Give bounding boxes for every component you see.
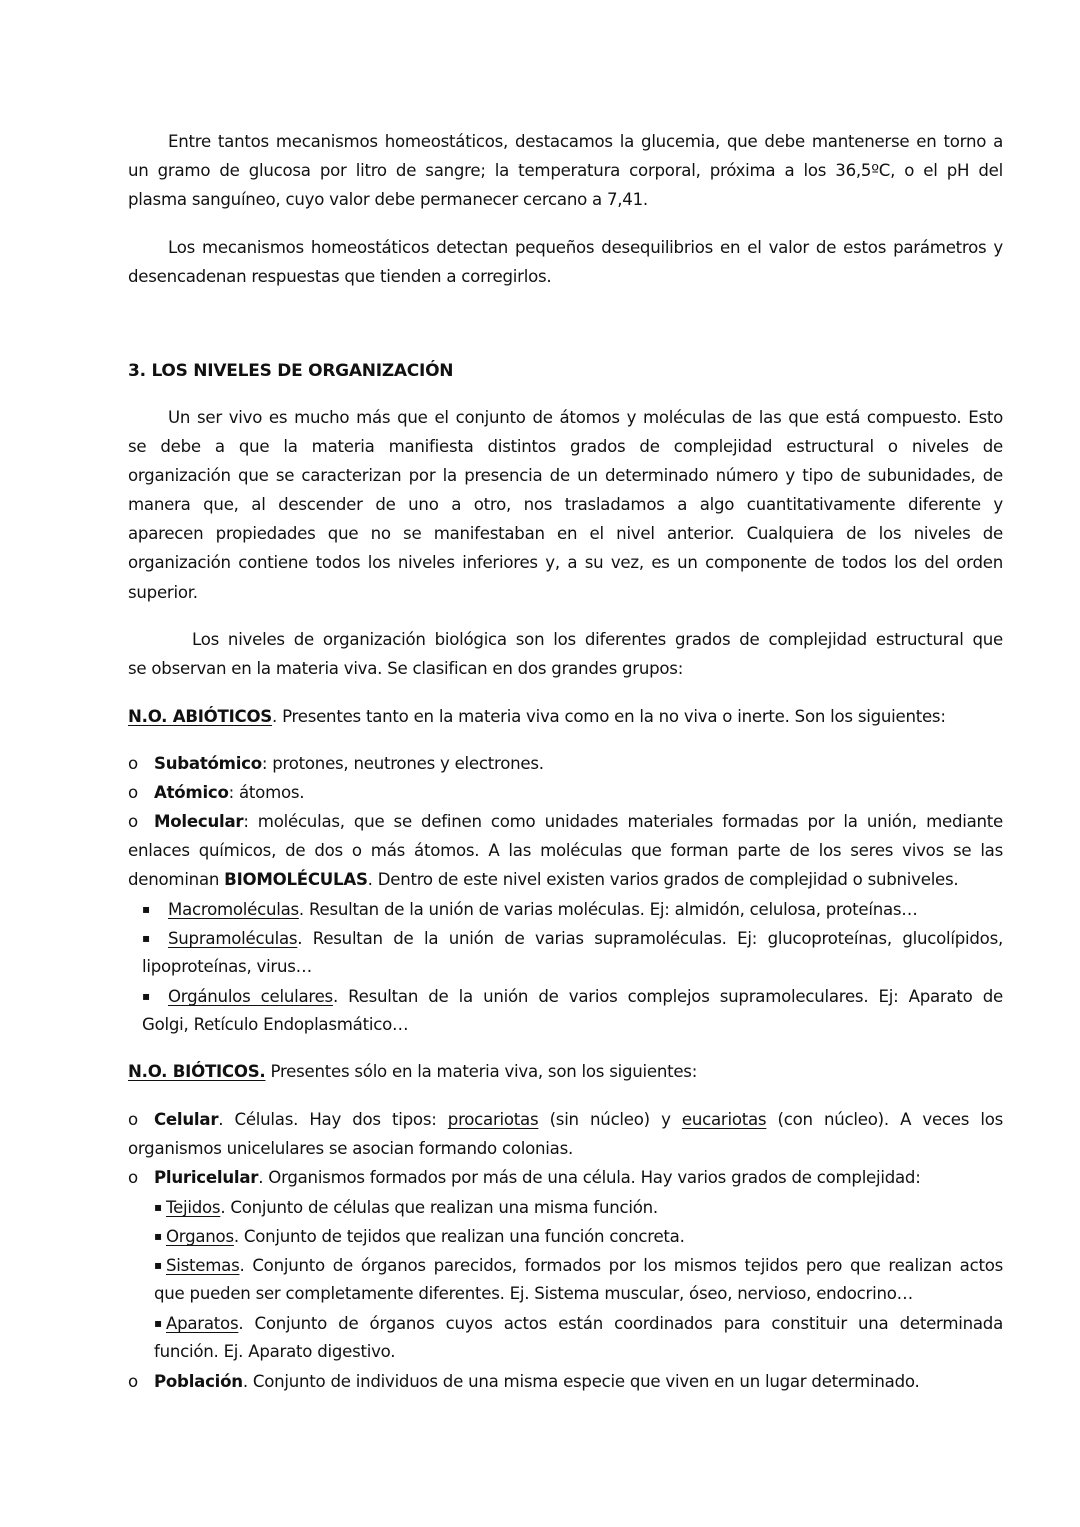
circle-bullet-icon: o (128, 1372, 138, 1391)
sub-list-term: Sistemas (166, 1256, 240, 1275)
circle-bullet-icon: o (128, 783, 138, 802)
paragraph-line: Los niveles de organización biológica son los diferentes grados de complejidad estructural que (192, 630, 1003, 649)
square-bullet-icon: ▪ (154, 1200, 162, 1214)
list-term: Pluricelular (154, 1168, 259, 1187)
list-item (128, 753, 1003, 775)
list-text: denominan (128, 870, 225, 889)
sub-list-term: Orgánulos celulares (168, 987, 333, 1006)
paragraph-line: manera que, al descender de uno a otro, nos trasladamos a algo cuantitativamente diferente y (128, 495, 1003, 514)
sub-list-text: . Resultan de la unión de varias supramoléculas. Ej: glucoproteínas, glucolípidos, (297, 929, 1003, 948)
list-text-line (128, 869, 1003, 891)
sub-list-term: Macromoléculas (168, 900, 299, 919)
paragraph-line: se observan en la materia viva. Se clasifican en dos grandes grupos: (128, 659, 684, 678)
sub-list-term: Tejidos (166, 1198, 221, 1217)
paragraph-line: Un ser vivo es mucho más que el conjunto de átomos y moléculas de las que está compuesto. Esto (168, 408, 1003, 427)
bioticos-description: Presentes sólo en la materia viva, son los siguientes: (265, 1062, 698, 1081)
sub-list-text-line: lipoproteínas, virus… (142, 957, 313, 976)
paragraph-line: superior. (128, 583, 198, 602)
list-text: . Conjunto de individuos de una misma especie que viven en un lugar determinado. (242, 1372, 920, 1391)
sub-list-text-line: que pueden ser completamente diferentes. Ej. Sistema muscular, óseo, nervioso, endocrino… (154, 1284, 913, 1303)
section-title: 3. LOS NIVELES DE ORGANIZACIÓN (128, 361, 454, 381)
circle-bullet-icon: o (128, 1110, 138, 1129)
list-item (128, 782, 1003, 804)
sub-list-term: Organos (166, 1227, 234, 1246)
list-item (128, 811, 1003, 833)
sub-list-text: . Conjunto de órganos cuyos actos están coordinados para constituir una determinada (238, 1314, 1003, 1333)
list-text: : átomos. (228, 783, 305, 802)
sub-list-item (142, 985, 1003, 1007)
list-item (128, 1371, 1003, 1393)
list-text: : moléculas, que se definen como unidades materiales formadas por la unión, mediante (243, 812, 1003, 831)
sub-list-text: . Resultan de la unión de varias moléculas. Ej: almidón, celulosa, proteínas… (298, 900, 918, 919)
paragraph-line: Entre tantos mecanismos homeostáticos, destacamos la glucemia, que debe mantenerse en torno a (168, 132, 1003, 151)
list-item (128, 1109, 1003, 1131)
abioticos-description: . Presentes tanto en la materia viva como en la no viva o inerte. Son los siguientes: (272, 707, 946, 726)
list-term: Atómico (154, 783, 229, 802)
square-bullet-icon: ▪ (154, 1316, 162, 1330)
square-bullet-icon: ▪ (142, 902, 150, 916)
list-text-line: enlaces químicos, de dos o más átomos. A las moléculas que forman parte de los seres vivos se las (128, 841, 1003, 860)
sub-list-term: Supramoléculas (168, 929, 298, 948)
sub-list-item (142, 898, 1003, 921)
paragraph-line: se debe a que la materia manifiesta distintos grados de complejidad estructural o niveles de (128, 437, 1003, 456)
list-item (128, 1167, 1003, 1189)
paragraph-line: plasma sanguíneo, cuyo valor debe permanecer cercano a 7,41. (128, 190, 648, 209)
abioticos-heading: N.O. ABIÓTICOS (128, 707, 273, 726)
sub-list-text: . Resultan de la unión de varios complejos supramoleculares. Ej: Aparato de (332, 987, 1003, 1006)
list-text: (sin núcleo) y (538, 1110, 682, 1129)
bioticos-heading: N.O. BIÓTICOS. (128, 1062, 266, 1081)
eucariotas-term: eucariotas (681, 1110, 767, 1129)
sub-list-item (154, 1254, 1003, 1276)
procariotas-term: procariotas (447, 1110, 539, 1129)
paragraph-line: organización que se caracterizan por la presencia de un determinado número y tipo de subunidades, de (128, 466, 1003, 485)
list-term: Celular (154, 1110, 219, 1129)
abioticos-heading-line (128, 706, 1003, 728)
paragraph-line: un gramo de glucosa por litro de sangre; la temperatura corporal, próxima a los 36,5ºC, o el pH del (128, 161, 1003, 180)
circle-bullet-icon: o (128, 812, 138, 831)
list-text-line: organismos unicelulares se asocian formando colonias. (128, 1139, 573, 1158)
paragraph-line: aparecen propiedades que no se manifestaban en el nivel anterior. Cualquiera de los niveles de (128, 524, 1003, 543)
circle-bullet-icon: o (128, 754, 138, 773)
square-bullet-icon: ▪ (142, 931, 150, 945)
sub-list-item (154, 1312, 1003, 1334)
list-term: Molecular (154, 812, 244, 831)
sub-list-item (154, 1225, 1003, 1248)
list-term: Subatómico (154, 754, 262, 773)
sub-list-text: . Conjunto de tejidos que realizan una función concreta. (233, 1227, 685, 1246)
paragraph-line: desencadenan respuestas que tienden a corregirlos. (128, 267, 552, 286)
paragraph-line: Los mecanismos homeostáticos detectan pequeños desequilibrios en el valor de estos parámetros y (168, 238, 1003, 257)
biomoleculas-term: BIOMOLÉCULAS (224, 870, 368, 889)
list-text: (con núcleo). A veces los (766, 1110, 1003, 1129)
list-text: . Organismos formados por más de una célula. Hay varios grados de complejidad: (258, 1168, 921, 1187)
square-bullet-icon: ▪ (154, 1258, 162, 1272)
sub-list-item (142, 927, 1003, 949)
sub-list-text: . Conjunto de órganos parecidos, formados por los mismos tejidos pero que realizan actos (239, 1256, 1003, 1275)
sub-list-term: Aparatos (166, 1314, 239, 1333)
sub-list-text-line: Golgi, Retículo Endoplasmático… (142, 1015, 409, 1034)
paragraph-line: organización contiene todos los niveles inferiores y, a su vez, es un componente de todos los del orden (128, 553, 1003, 572)
sub-list-text-line: función. Ej. Aparato digestivo. (154, 1342, 396, 1361)
square-bullet-icon: ▪ (142, 989, 150, 1003)
sub-list-text: . Conjunto de células que realizan una misma función. (220, 1198, 658, 1217)
list-text: . Células. Hay dos tipos: (218, 1110, 448, 1129)
list-text: . Dentro de este nivel existen varios grados de complejidad o subniveles. (367, 870, 959, 889)
circle-bullet-icon: o (128, 1168, 138, 1187)
list-text: : protones, neutrones y electrones. (261, 754, 544, 773)
bioticos-heading-line (128, 1061, 1003, 1083)
sub-list-item (154, 1196, 1003, 1219)
list-term: Población (154, 1372, 243, 1391)
square-bullet-icon: ▪ (154, 1229, 162, 1243)
